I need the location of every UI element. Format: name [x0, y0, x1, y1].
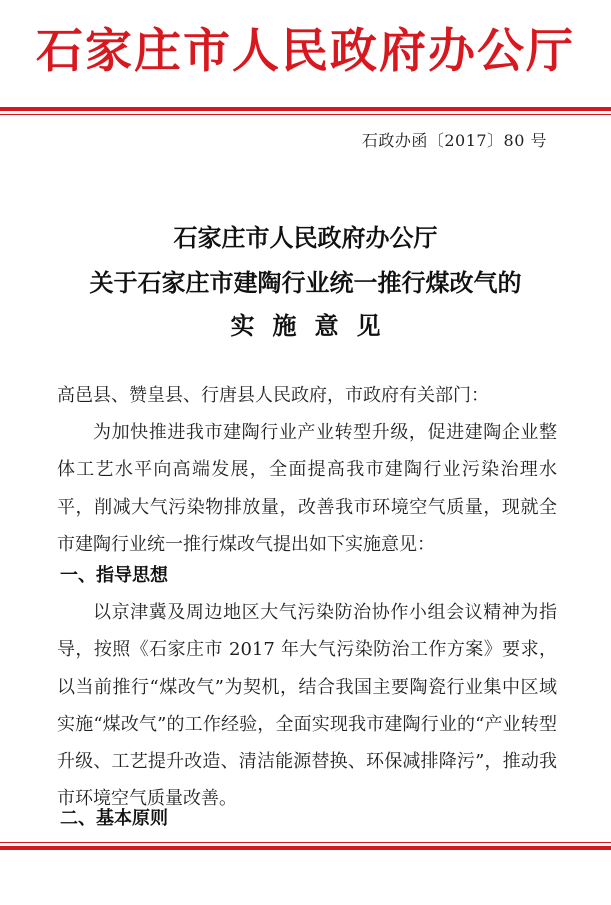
intro-paragraph: 为加快推进我市建陶行业产业转型升级，促进建陶企业整体工艺水平向高端发展，全面提高我市建陶行业污染治理水平，削减大气污染物排放量，改善我市环境空气质量，现就全市建陶行业统一推行煤改气提出如下实施意见： [57, 422, 557, 555]
document-title-line-1: 石家庄市人民政府办公厅 [173, 223, 438, 252]
footer-red-rule-thin [0, 842, 611, 843]
addressee-line: 高邑县、赞皇县、行唐县人民政府，市政府有关部门： [57, 385, 489, 406]
section-1-heading: 一、指导思想 [60, 565, 168, 586]
letterhead-red-rule-thick [0, 107, 611, 111]
footer-red-rule-thick [0, 846, 611, 850]
document-title-line-2: 关于石家庄市建陶行业统一推行煤改气的 [89, 268, 522, 297]
document-number: 石政办函〔2017〕80 号 [361, 131, 547, 150]
letterhead-red-rule-thin [0, 114, 611, 115]
document-title-line-3: 实施意见 [230, 311, 399, 340]
section-2-heading: 二、基本原则 [60, 808, 168, 829]
section-1-paragraph: 以京津冀及周边地区大气污染防治协作小组会议精神为指导，按照《石家庄市 2017 年大气污染防治工作方案》要求，以当前推行“煤改气”为契机，结合我国主要陶瓷行业集中区域实施“煤改气”的工作经验，全面实现我市建陶行业的“产业转型升级、工艺提升改造、清洁能源替换、环保减排降污”，推动我市环境空气质量改善。 [57, 602, 557, 810]
agency-letterhead-title: 石家庄市人民政府办公厅 [36, 24, 575, 79]
